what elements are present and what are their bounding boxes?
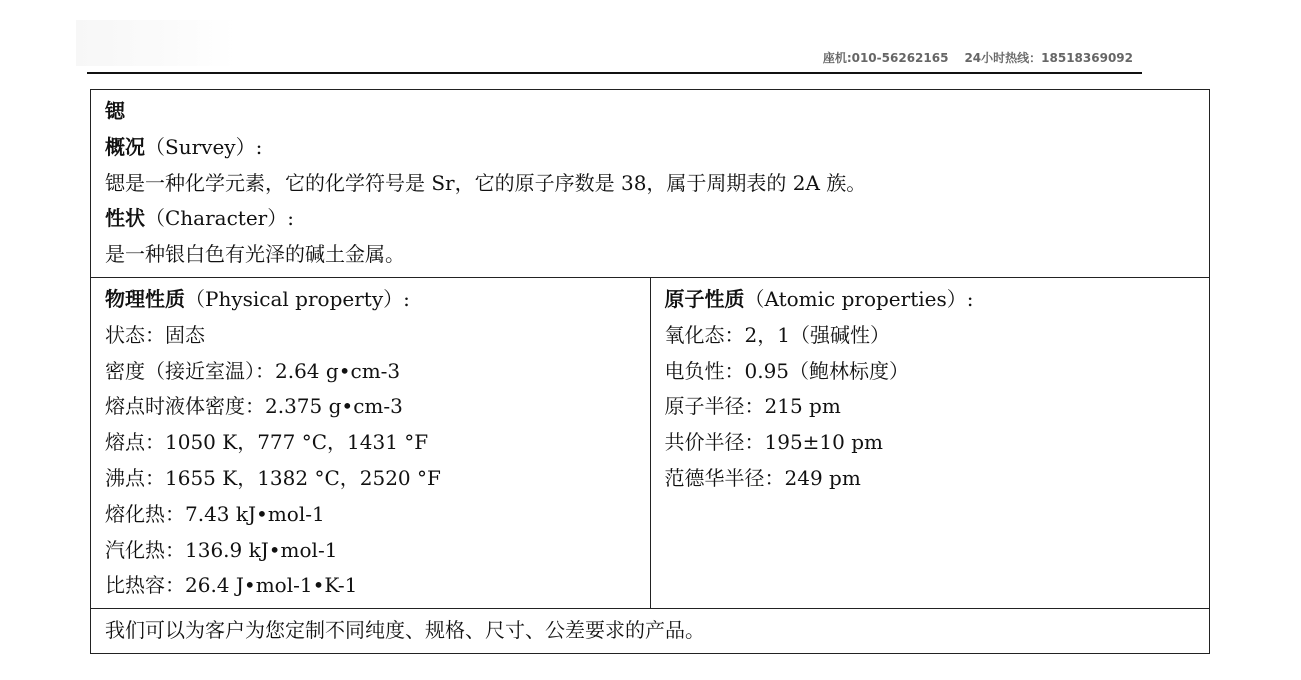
intro-cell: [91, 90, 1210, 278]
atomic-heading-label: 原子性质: [664, 286, 745, 311]
physical-row: 熔点时液体密度：2.375 g•cm-3: [105, 394, 403, 419]
footer-note-cell: [91, 609, 1210, 654]
physical-row: 密度（接近室温）：2.64 g•cm-3: [105, 358, 401, 383]
element-datasheet-table: [90, 89, 1210, 654]
character-text: 是一种银白色有光泽的碱土金属。: [105, 242, 405, 267]
atomic-row: 电负性：0.95（鲍林标度）: [664, 358, 910, 383]
atomic-row: 共价半径：195±10 pm: [664, 430, 884, 455]
character-heading-label: 性状: [105, 206, 145, 231]
physical-row: 熔点：1050 K，777 °C，1431 °F: [105, 430, 429, 455]
element-name: 锶: [105, 99, 125, 123]
atomic-row: 范德华半径：249 pm: [664, 465, 861, 490]
header-contact: [823, 49, 1133, 66]
physical-row: 沸点：1655 K，1382 °C，2520 °F: [105, 465, 441, 490]
atomic-row: 氧化态：2，1（强碱性）: [664, 322, 890, 347]
physical-row: 汽化热：136.9 kJ•mol-1: [105, 537, 338, 562]
header-divider: [87, 72, 1142, 74]
physical-heading: [105, 282, 638, 318]
physical-row: 状态：固态: [105, 322, 205, 347]
physical-row: 比热容：26.4 J•mol-1•K-1: [105, 573, 358, 598]
hotline-number: 24小时热线：18518369092: [964, 51, 1133, 65]
survey-heading: [105, 130, 1197, 166]
landline-number: 座机:010-56262165: [822, 51, 949, 65]
physical-row: 熔化热：7.43 kJ•mol-1: [105, 501, 325, 526]
character-heading-en: （Character）:: [145, 206, 294, 231]
physical-heading-label: 物理性质: [105, 286, 185, 311]
atomic-row: 原子半径：215 pm: [664, 394, 841, 419]
company-logo: [76, 20, 236, 66]
survey-text: 锶是一种化学元素，它的化学符号是 Sr，它的原子序数是 38，属于周期表的 2A 族。: [105, 170, 867, 195]
atomic-properties-cell: [650, 277, 1210, 608]
atomic-heading: [665, 282, 1198, 318]
footer-note: 我们可以为客户为您定制不同纯度、规格、尺寸、公差要求的产品。: [105, 618, 705, 643]
physical-properties-cell: [91, 277, 651, 608]
physical-heading-en: （Physical property）:: [185, 286, 410, 311]
survey-heading-en: （Survey）:: [145, 134, 263, 159]
survey-heading-label: 概况: [105, 134, 145, 159]
character-heading: [105, 201, 1197, 237]
atomic-heading-en: （Atomic properties）:: [744, 286, 974, 311]
